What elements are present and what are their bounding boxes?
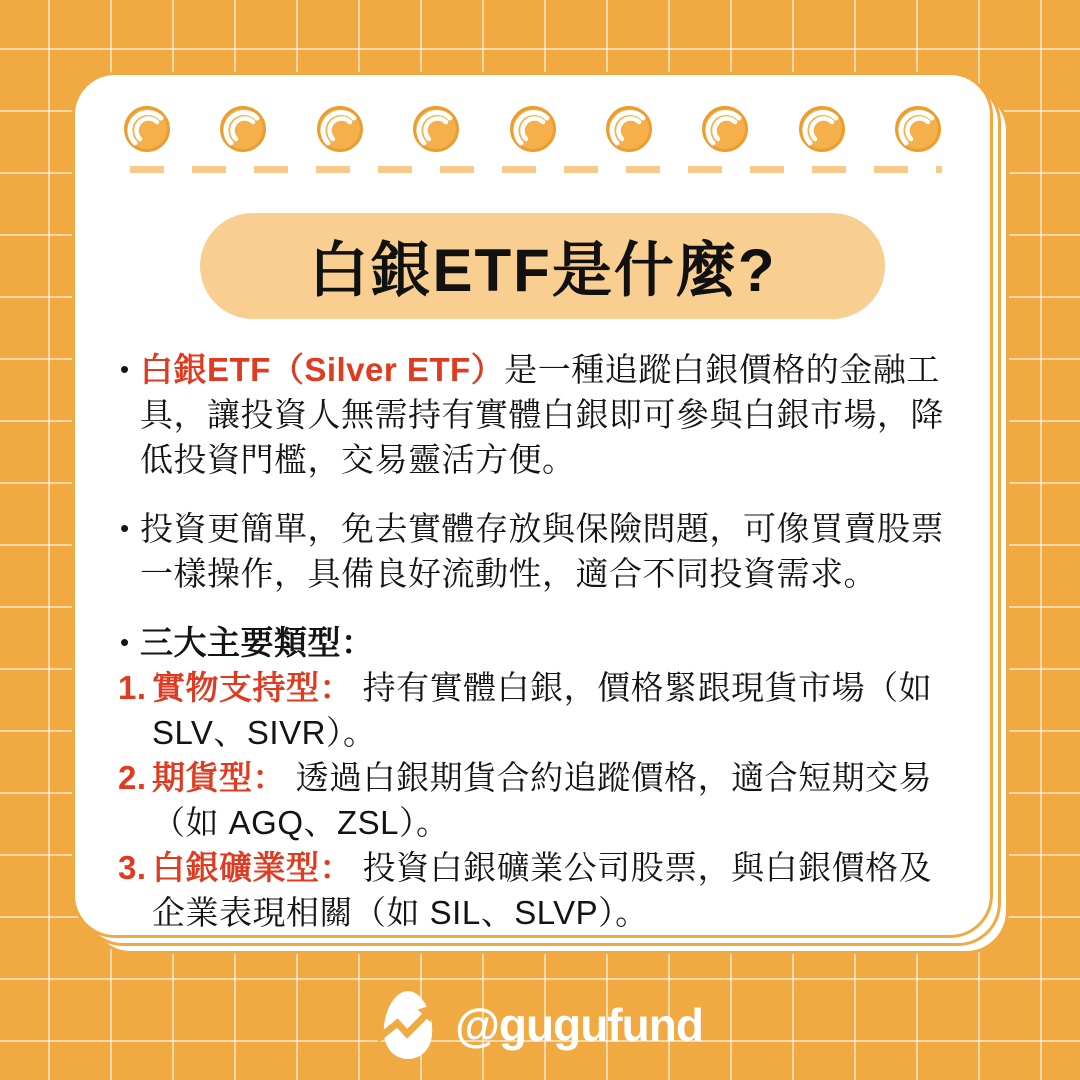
list-item-2-text: 透過白銀期貨合約追蹤價格，適合短期交易（如 AGQ、ZSL）。 [152, 759, 933, 841]
page-title: 白銀ETF是什麼? [308, 237, 777, 304]
egg-trend-logo-icon [377, 987, 439, 1063]
list-item-1-number: 1. [118, 669, 147, 706]
types-heading-text: 三大主要類型： [140, 624, 375, 661]
footer [0, 983, 1080, 1067]
binder-holes-row [123, 105, 942, 153]
list-item-2-number: 2. [118, 759, 147, 796]
bullet-icon: • [120, 627, 130, 657]
list-item-3-number: 3. [118, 849, 147, 886]
paragraph-2-text: 投資更簡單，免去實體存放與保險問題，可像買賣股票一樣操作，具備良好流動性，適合不同投資需求。 [140, 510, 944, 592]
binder-hole-icon [509, 105, 557, 153]
list-item-3-lead: 白銀礦業型： [152, 849, 353, 886]
binder-hole-icon [219, 105, 267, 153]
binder-hole-icon [798, 105, 846, 153]
bullet-icon: • [120, 513, 130, 543]
binder-hole-icon [605, 105, 653, 153]
card-content [118, 347, 950, 935]
bullet-paragraph-1 [118, 347, 950, 482]
list-item-3 [118, 845, 950, 935]
note-card [75, 75, 990, 935]
paragraph-1-text: 是一種追蹤白銀價格的金融工具，讓投資人無需持有實體白銀即可參與白銀市場，降低投資門檻，交易靈活方便。 [140, 351, 944, 478]
list-item-2-lead: 期貨型： [152, 759, 286, 796]
list-item-2 [118, 755, 950, 845]
list-item-1 [118, 665, 950, 755]
title-pill [200, 213, 885, 319]
binder-hole-icon [123, 105, 171, 153]
binder-hole-icon [701, 105, 749, 153]
bullet-paragraph-2 [118, 506, 950, 596]
list-item-1-text: 持有實體白銀，價格緊跟現貨市場（如 SLV、SIVR）。 [152, 669, 933, 751]
bullet-icon: • [120, 354, 130, 384]
list-item-1-lead: 實物支持型： [152, 669, 353, 706]
binder-hole-icon [316, 105, 364, 153]
list-item-3-text: 投資白銀礦業公司股票，與白銀價格及企業表現相關（如 SIL、SLVP）。 [152, 849, 933, 931]
dashed-separator [130, 166, 942, 173]
binder-hole-icon [894, 105, 942, 153]
binder-hole-icon [412, 105, 460, 153]
types-heading [118, 620, 950, 665]
social-handle: @gugufund [455, 999, 703, 1051]
paragraph-1-lead: 白銀ETF（Silver ETF） [140, 351, 505, 388]
